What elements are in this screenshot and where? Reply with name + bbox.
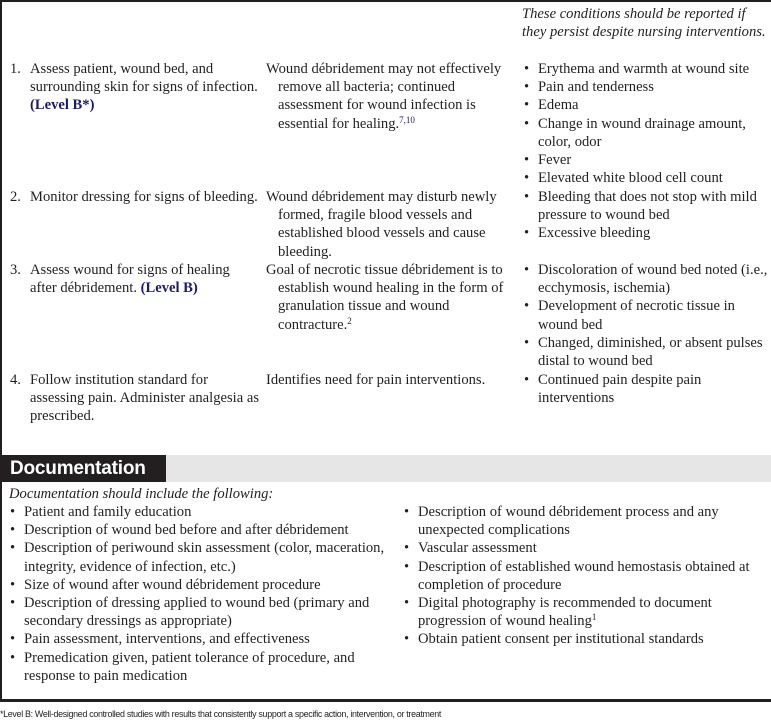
rationale-text: Wound débridement may not effectively remove all bacteria; continued assessment for wound infection is essential for healing. (266, 61, 502, 132)
documentation-item: • Patient and family education (8, 503, 388, 521)
intervention-row-3 (10, 261, 260, 297)
documentation-item: • Premedication given, patient tolerance of procedure, and response to pain medication (8, 649, 388, 685)
documentation-item: • Description of periwound skin assessment (color, maceration, integrity, evidence of infection, etc.) (8, 539, 388, 575)
level-b-footnote: *Level B: Well-designed controlled studies with results that consistently support a specific action, intervention, or treatment (0, 709, 442, 720)
report-list-row-3 (522, 261, 771, 370)
documentation-title: Documentation (2, 455, 166, 482)
intervention-row-4 (10, 371, 260, 426)
intervention-row-2 (10, 188, 260, 206)
report-list-row-2 (522, 188, 771, 243)
rationale-text: Wound débridement may disturb newly formed, fragile blood vessels and established blood vessels and cause bleeding. (266, 189, 497, 260)
report-item: • Edema (522, 96, 771, 114)
report-item: • Erythema and warmth at wound site (522, 60, 771, 78)
documentation-item: • Description of dressing applied to wound bed (primary and secondary dressings as appropriate) (8, 594, 388, 630)
report-list-row-4 (522, 371, 771, 407)
documentation-intro: Documentation should include the following: (9, 486, 274, 502)
rationale-row-3 (266, 261, 518, 334)
reference-superscript: 2 (347, 315, 352, 326)
documentation-list-left (8, 503, 388, 685)
rationale-row-2 (266, 188, 518, 261)
report-item: • Development of necrotic tissue in wound bed (522, 297, 771, 333)
documentation-item: • Vascular assessment (402, 539, 771, 557)
report-item: • Changed, diminished, or absent pulses distal to wound bed (522, 334, 771, 370)
intervention-text: Monitor dressing for signs of bleeding. (30, 189, 258, 205)
rationale-row-1 (266, 60, 518, 133)
report-item: • Bleeding that does not stop with mild pressure to wound bed (522, 188, 771, 224)
row-number: 4. (10, 372, 21, 388)
intervention-row-1 (10, 60, 260, 115)
row-number: 1. (10, 61, 21, 77)
documentation-item: • Pain assessment, interventions, and effectiveness (8, 630, 388, 648)
documentation-item (402, 594, 771, 630)
documentation-item: • Description of wound bed before and after débridement (8, 521, 388, 539)
report-conditions-note: These conditions should be reported if they persist despite nursing interventions. (522, 6, 766, 41)
evidence-level: (Level B) (140, 280, 198, 297)
documentation-item: • Size of wound after wound débridement procedure (8, 576, 388, 594)
reference-superscript: 7,10 (399, 114, 415, 125)
report-item: • Pain and tenderness (522, 78, 771, 96)
report-item: • Change in wound drainage amount, color, odor (522, 115, 771, 151)
intervention-text: Follow institution standard for assessing pain. Administer analgesia as prescribed. (30, 372, 259, 425)
documentation-header-bar (2, 455, 771, 482)
rationale-text: Identifies need for pain interventions. (266, 372, 486, 388)
intervention-text: Assess wound for signs of healing after débridement. (30, 262, 230, 297)
rationale-text: Goal of necrotic tissue débridement is to establish wound healing in the form of granulation tissue and wound contracture. (266, 262, 504, 333)
rationale-row-4 (266, 371, 518, 389)
row-number: 2. (10, 189, 21, 205)
documentation-list-right (402, 503, 771, 649)
evidence-level: (Level B*) (30, 97, 95, 114)
documentation-item: • Description of established wound hemostasis obtained at completion of procedure (402, 558, 771, 594)
report-item: • Excessive bleeding (522, 224, 771, 242)
row-number: 3. (10, 262, 21, 278)
documentation-item-text: Digital photography is recommended to document progression of wound healing (418, 595, 712, 630)
report-item: • Fever (522, 151, 771, 169)
report-item: • Continued pain despite pain interventions (522, 371, 771, 407)
report-item: • Elevated white blood cell count (522, 169, 771, 187)
documentation-item: • Description of wound débridement process and any unexpected complications (402, 503, 771, 539)
intervention-text: Assess patient, wound bed, and surrounding skin for signs of infection. (30, 61, 258, 96)
report-list-row-1 (522, 60, 771, 187)
reference-superscript: 1 (591, 612, 597, 623)
documentation-item: • Obtain patient consent per institutional standards (402, 630, 771, 648)
report-item: • Discoloration of wound bed noted (i.e., ecchymosis, ischemia) (522, 261, 771, 297)
